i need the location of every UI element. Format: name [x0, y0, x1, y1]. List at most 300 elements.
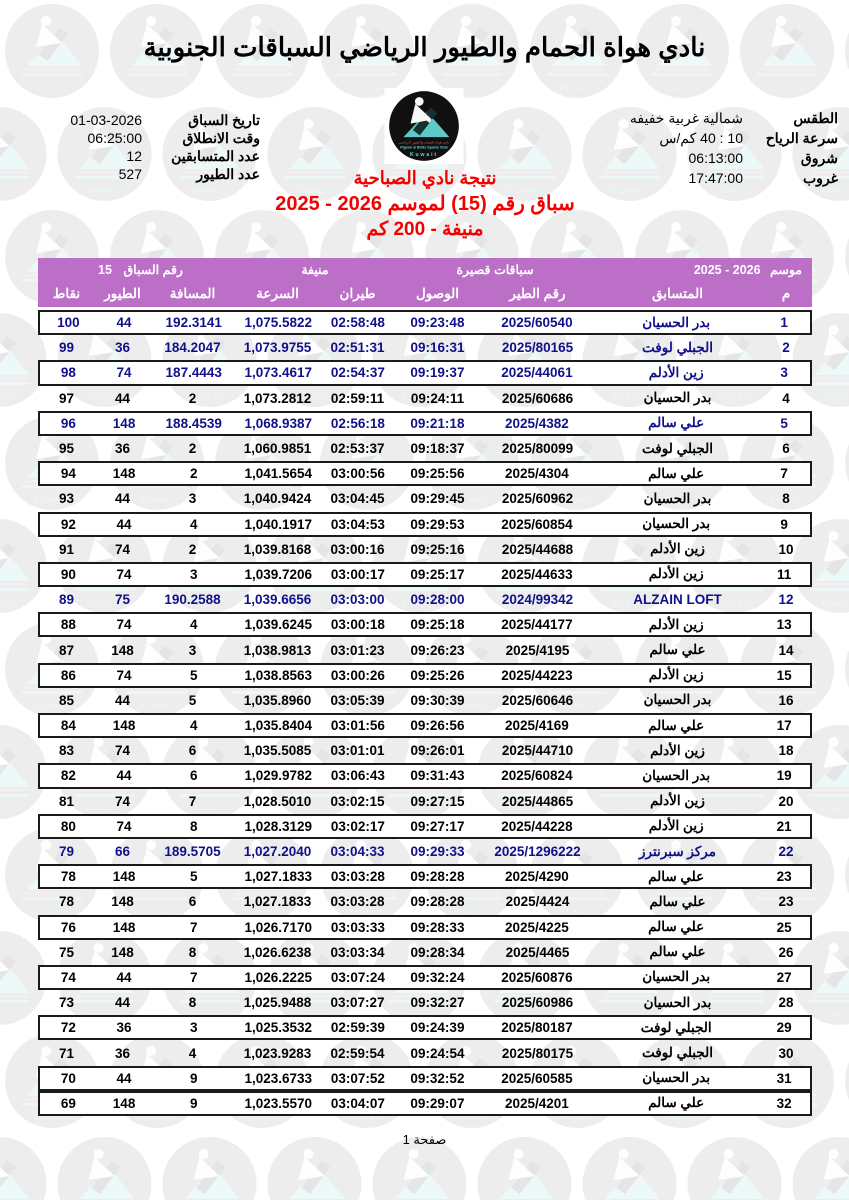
- page-number: صفحة 1: [402, 1132, 447, 1147]
- rank-cell: 1: [780, 315, 788, 331]
- flight-time-cell: 02:54:37: [330, 365, 385, 381]
- speed-cell: 1,039.8168: [243, 541, 312, 557]
- competitor-cell: الجبلي لوفت: [640, 1019, 712, 1035]
- arrival-time-cell: 09:32:52: [410, 1070, 465, 1086]
- rank-cell: 15: [776, 667, 792, 683]
- speed-cell: 1,025.3532: [244, 1020, 313, 1036]
- competitor-cell: علي سالم: [648, 717, 705, 733]
- ring-number-cell: 2025/4225: [505, 919, 569, 935]
- ring-number-cell: 2025/44865: [501, 793, 574, 809]
- weather-value: شمالية غربية خفيفه: [629, 110, 743, 126]
- table-row: [38, 562, 812, 587]
- competitor-column-header: المتسابق: [652, 286, 703, 301]
- flight-time-cell: 03:03:00: [330, 592, 385, 608]
- bird-count-label: عدد الطيور: [196, 166, 260, 182]
- points-cell: 81: [58, 793, 75, 809]
- table-header: [38, 258, 812, 307]
- points-column-header: نقاط: [52, 286, 81, 301]
- arrival-time-cell: 09:28:28: [410, 869, 465, 885]
- distance-cell: 3: [189, 566, 198, 582]
- birds-count-cell: 148: [112, 718, 136, 734]
- distance-cell: 5: [188, 692, 197, 708]
- table-row: [38, 486, 812, 511]
- table-row: [38, 360, 812, 385]
- points-cell: 93: [58, 491, 75, 507]
- distance-cell: 6: [188, 894, 197, 910]
- race-result-title: [230, 167, 620, 242]
- sunrise-label: شروق: [800, 150, 838, 166]
- competitor-cell: علي سالم: [649, 642, 706, 658]
- ring-number-cell: 2025/44061: [501, 365, 573, 381]
- rank-cell: 3: [780, 365, 788, 381]
- points-cell: 69: [60, 1095, 76, 1111]
- points-cell: 85: [58, 692, 75, 708]
- ring-number-cell: 2025/44710: [501, 743, 574, 759]
- ring-number-cell: 2025/4382: [505, 415, 569, 431]
- points-cell: 97: [58, 390, 75, 406]
- arrival-time-cell: 09:31:43: [410, 768, 465, 784]
- table-group-header-row: [38, 258, 812, 281]
- flight-time-cell: 03:05:39: [330, 692, 385, 708]
- points-cell: 87: [58, 642, 75, 658]
- flight-time-cell: 03:00:56: [330, 466, 385, 482]
- rank-cell: 2: [782, 340, 790, 356]
- arrival-time-cell: 09:26:56: [410, 718, 465, 734]
- table-row: [38, 537, 812, 562]
- table-row: [38, 915, 812, 940]
- table-row: [38, 1091, 812, 1116]
- rank-cell: 17: [776, 718, 792, 734]
- flight-time-cell: 03:03:28: [330, 894, 385, 910]
- flight-time-cell: 03:02:15: [330, 793, 385, 809]
- ring-number-cell: 2025/60585: [501, 1070, 573, 1086]
- rank-cell: 26: [778, 944, 794, 960]
- speed-cell: 1,040.9424: [243, 491, 312, 507]
- rank-cell: 14: [778, 642, 794, 658]
- release-site-header-cell: منيفة: [301, 263, 329, 277]
- table-row: [38, 637, 812, 662]
- table-row: [38, 990, 812, 1015]
- table-row: [38, 1015, 812, 1040]
- table-row: [38, 386, 812, 411]
- rank-cell: 30: [778, 1045, 794, 1061]
- season-header-cell: موسم 2025 - 2026: [693, 263, 802, 277]
- race-info-row: [44, 166, 260, 184]
- points-cell: 99: [58, 340, 75, 356]
- points-cell: 89: [58, 592, 75, 608]
- ring-number-cell: 2025/44223: [501, 667, 573, 683]
- competitor-cell: بدر الحسيان: [643, 692, 712, 708]
- table-row: [38, 889, 812, 914]
- season-range: 2025 - 2026: [693, 263, 761, 277]
- ring-number-cell: 2025/80187: [501, 1020, 573, 1036]
- flight-column-header: طيران: [339, 286, 376, 301]
- speed-cell: 1,040.1917: [244, 516, 313, 532]
- speed-cell: 1,073.9755: [243, 340, 312, 356]
- speed-cell: 1,029.9782: [244, 768, 313, 784]
- competitor-cell: زين الأدلم: [648, 566, 704, 582]
- arrival-time-cell: 09:27:15: [410, 793, 465, 809]
- birds-column-header: الطيور: [104, 286, 141, 301]
- speed-cell: 1,035.5085: [243, 743, 312, 759]
- ring-number-cell: 2025/60986: [501, 995, 574, 1011]
- points-cell: 83: [58, 743, 75, 759]
- flight-time-cell: 03:04:33: [330, 844, 385, 860]
- arrival-column-header: الوصول: [415, 286, 460, 301]
- club-logo: [384, 88, 464, 164]
- table-row: [38, 713, 812, 738]
- flight-time-cell: 03:06:43: [330, 768, 385, 784]
- table-row: [38, 663, 812, 688]
- distance-cell: 3: [188, 491, 197, 507]
- table-row: [38, 940, 812, 965]
- distance-cell: 2: [189, 466, 198, 482]
- competitor-cell: علي سالم: [649, 944, 706, 960]
- birds-count-cell: 148: [111, 642, 134, 658]
- birds-count-cell: 44: [114, 491, 131, 507]
- competitor-cell: بدر الحسيان: [642, 516, 711, 532]
- speed-cell: 1,073.2812: [243, 390, 312, 406]
- table-row: [38, 612, 812, 637]
- competitor-cell: ALZAIN LOFT: [633, 592, 722, 608]
- distance-cell: 187.4443: [165, 365, 222, 381]
- points-cell: 92: [60, 516, 76, 532]
- birds-count-cell: 148: [112, 415, 136, 431]
- birds-count-cell: 148: [111, 944, 134, 960]
- arrival-time-cell: 09:30:39: [410, 692, 465, 708]
- flight-time-cell: 03:04:45: [330, 491, 385, 507]
- birds-count-cell: 36: [116, 1020, 132, 1036]
- rank-cell: 25: [776, 919, 792, 935]
- season-range: 2025 - 2026: [275, 192, 382, 215]
- arrival-time-cell: 09:29:45: [410, 491, 465, 507]
- ring-number-cell: 2025/4465: [505, 944, 570, 960]
- points-cell: 76: [60, 919, 76, 935]
- distance-cell: 8: [188, 944, 197, 960]
- speed-cell: 1,023.9283: [243, 1045, 312, 1061]
- points-cell: 90: [60, 566, 76, 582]
- birds-count-cell: 44: [114, 692, 131, 708]
- arrival-time-cell: 09:23:48: [410, 315, 465, 331]
- points-cell: 100: [57, 315, 80, 331]
- points-cell: 84: [60, 718, 76, 734]
- arrival-time-cell: 09:28:28: [410, 894, 465, 910]
- table-row: [38, 839, 812, 864]
- rank-cell: 16: [778, 692, 794, 708]
- flight-time-cell: 02:51:31: [330, 340, 385, 356]
- arrival-time-cell: 09:24:39: [410, 1020, 465, 1036]
- competitor-cell: علي سالم: [648, 465, 705, 481]
- speed-cell: 1,075.5822: [244, 315, 313, 331]
- flight-time-cell: 03:07:27: [330, 995, 385, 1011]
- points-cell: 79: [58, 844, 75, 860]
- speed-cell: 1,027.2040: [243, 844, 312, 860]
- competitor-cell: الجبلي لوفت: [642, 1045, 713, 1061]
- points-cell: 70: [60, 1070, 76, 1086]
- speed-cell: 1,028.3129: [244, 818, 313, 834]
- competitor-cell: زين الأدلم: [648, 616, 704, 632]
- rank-cell: 7: [780, 466, 788, 482]
- distance-cell: 4: [188, 1045, 197, 1061]
- sunset-value: 17:47:00: [688, 170, 743, 186]
- rank-cell: 4: [782, 390, 790, 406]
- rank-cell: 21: [776, 818, 792, 834]
- competitor-cell: بدر الحسيان: [642, 767, 711, 783]
- ring-number-cell: 2025/60686: [501, 390, 574, 406]
- table-row: [38, 310, 812, 335]
- birds-count-cell: 74: [116, 818, 132, 834]
- table-row: [38, 814, 812, 839]
- birds-count-cell: 74: [116, 617, 132, 633]
- table-row: [38, 1066, 812, 1091]
- race-info-row: [44, 148, 260, 166]
- weather-row: [586, 110, 838, 130]
- flight-time-cell: 02:59:39: [330, 1020, 385, 1036]
- distance-cell: 6: [188, 743, 197, 759]
- ring-number-cell: 2025/60876: [501, 969, 573, 985]
- flight-time-cell: 03:03:28: [330, 869, 385, 885]
- arrival-time-cell: 09:25:56: [410, 466, 465, 482]
- points-cell: 74: [60, 969, 76, 985]
- ring-number-cell: 2025/44228: [501, 818, 573, 834]
- arrival-time-cell: 09:27:17: [410, 818, 465, 834]
- points-cell: 98: [60, 365, 76, 381]
- table-row: [38, 335, 812, 360]
- weather-label: الطقس: [793, 110, 838, 126]
- distance-cell: 4: [189, 516, 198, 532]
- birds-count-cell: 75: [114, 592, 131, 608]
- rank-cell: 27: [776, 969, 792, 985]
- arrival-time-cell: 09:16:31: [410, 340, 465, 356]
- arrival-time-cell: 09:28:33: [410, 919, 465, 935]
- competitor-cell: زين الأدلم: [650, 793, 705, 809]
- birds-count-cell: 74: [116, 667, 132, 683]
- birds-count-cell: 44: [116, 969, 132, 985]
- race-date-value: 01-03-2026: [70, 112, 142, 128]
- weather-panel: [586, 110, 838, 190]
- table-row: [38, 436, 812, 461]
- flight-time-cell: 03:04:53: [330, 516, 385, 532]
- competitor-cell: زين الأدلم: [648, 364, 704, 380]
- points-cell: 96: [60, 415, 76, 431]
- competitor-count-label: عدد المتسابقين: [171, 148, 260, 164]
- ring-number-cell: 2025/4424: [505, 894, 570, 910]
- competitor-cell: علي سالم: [648, 919, 705, 935]
- race-number-header-cell: رقم السباق 15: [98, 263, 183, 277]
- logo-arabic-text: نادي هواة الحمام والطيور الرياضي: [398, 140, 450, 145]
- result-title-line3: منيفة - 200 كم: [366, 219, 484, 241]
- ring-number-cell: 2025/60854: [501, 516, 573, 532]
- speed-cell: 1,039.7206: [244, 566, 313, 582]
- speed-cell: 1,038.9813: [243, 642, 312, 658]
- speed-cell: 1,025.9488: [243, 995, 312, 1011]
- flight-time-cell: 03:01:23: [330, 642, 385, 658]
- points-cell: 72: [60, 1020, 76, 1036]
- competitor-cell: علي سالم: [649, 893, 706, 909]
- points-cell: 94: [60, 466, 76, 482]
- speed-cell: 1,060.9851: [243, 441, 312, 457]
- speed-cell: 1,035.8404: [244, 718, 313, 734]
- bird-count-value: 527: [118, 166, 142, 182]
- distance-cell: 4: [189, 617, 198, 633]
- competitor-cell: بدر الحسيان: [642, 969, 711, 985]
- distance-cell: 2: [188, 441, 197, 457]
- birds-count-cell: 44: [114, 995, 131, 1011]
- rank-column-header: م: [781, 286, 791, 301]
- arrival-time-cell: 09:25:18: [410, 617, 465, 633]
- distance-cell: 5: [189, 869, 198, 885]
- birds-count-cell: 74: [114, 541, 131, 557]
- arrival-time-cell: 09:29:33: [410, 844, 465, 860]
- points-cell: 75: [58, 944, 75, 960]
- flight-time-cell: 03:03:34: [330, 944, 385, 960]
- distance-cell: 9: [189, 1070, 198, 1086]
- speed-cell: 1,038.8563: [244, 667, 313, 683]
- flight-time-cell: 03:00:17: [330, 566, 385, 582]
- speed-column-header: السرعة: [256, 286, 299, 301]
- distance-cell: 5: [189, 667, 198, 683]
- ring-number-cell: 2025/4169: [505, 718, 569, 734]
- birds-count-cell: 36: [114, 441, 131, 457]
- flight-time-cell: 03:07:24: [330, 969, 385, 985]
- flight-time-cell: 02:58:48: [330, 315, 385, 331]
- speed-cell: 1,027.1833: [243, 894, 312, 910]
- table-row: [38, 763, 812, 788]
- competitor-cell: بدر الحسيان: [643, 994, 712, 1010]
- distance-cell: 7: [188, 793, 197, 809]
- competitor-cell: زين الأدلم: [648, 667, 704, 683]
- rank-cell: 23: [776, 869, 792, 885]
- speed-cell: 1,023.5570: [244, 1095, 313, 1111]
- rank-cell: 20: [778, 793, 794, 809]
- flight-time-cell: 03:01:01: [330, 743, 385, 759]
- competitor-cell: بدر الحسيان: [643, 390, 712, 406]
- weather-row: [586, 130, 838, 150]
- table-row: [38, 411, 812, 436]
- competitor-cell: الجبلي لوفت: [642, 339, 713, 355]
- arrival-time-cell: 09:28:00: [410, 592, 465, 608]
- distance-cell: 7: [189, 919, 198, 935]
- result-title-line2: سباق رقم (15) لموسم 2025 - 2026: [275, 192, 575, 215]
- ring-number-cell: 2025/1296222: [494, 844, 581, 860]
- flight-time-cell: 03:07:52: [330, 1070, 385, 1086]
- rank-cell: 10: [778, 541, 794, 557]
- rank-cell: 29: [776, 1020, 792, 1036]
- table-row: [38, 1040, 812, 1065]
- birds-count-cell: 44: [116, 516, 132, 532]
- competitor-cell: بدر الحسيان: [643, 490, 712, 506]
- competitor-cell: بدر الحسيان: [642, 314, 711, 330]
- arrival-time-cell: 09:29:53: [410, 516, 465, 532]
- speed-cell: 1,035.8960: [243, 692, 312, 708]
- birds-count-cell: 148: [111, 894, 134, 910]
- birds-count-cell: 36: [114, 1045, 131, 1061]
- ring-number-cell: 2024/99342: [501, 592, 574, 608]
- flight-time-cell: 03:00:26: [330, 667, 385, 683]
- table-row: [38, 512, 812, 537]
- points-cell: 78: [58, 894, 75, 910]
- flight-time-cell: 02:59:11: [330, 390, 385, 406]
- birds-count-cell: 44: [116, 1070, 132, 1086]
- table-row: [38, 688, 812, 713]
- table-body: [38, 310, 812, 1116]
- sunset-label: غروب: [803, 170, 838, 186]
- rank-cell: 32: [776, 1095, 792, 1111]
- birds-count-cell: 66: [114, 844, 131, 860]
- table-row: [38, 789, 812, 814]
- points-cell: 88: [60, 617, 76, 633]
- weather-row: [586, 150, 838, 170]
- table-row: [38, 461, 812, 486]
- flight-time-cell: 03:01:56: [330, 718, 385, 734]
- page-title: نادي هواة الحمام والطيور الرياضي السباقات الجنوبية: [143, 32, 706, 62]
- rank-cell: 9: [780, 516, 788, 532]
- distance-cell: 2: [188, 541, 197, 557]
- points-cell: 86: [60, 667, 76, 683]
- ring-number-cell: 2025/4195: [505, 642, 570, 658]
- speed-cell: 1,039.6245: [244, 617, 313, 633]
- rank-cell: 23: [778, 894, 794, 910]
- arrival-time-cell: 09:32:27: [410, 995, 465, 1011]
- distance-cell: 184.2047: [164, 340, 221, 356]
- rank-cell: 18: [778, 743, 794, 759]
- race-info-row: [44, 130, 260, 148]
- flight-time-cell: 03:03:33: [330, 919, 385, 935]
- speed-cell: 1,026.6238: [243, 944, 312, 960]
- flight-time-cell: 02:59:54: [330, 1045, 385, 1061]
- ring-number-column-header: رقم الطير: [509, 286, 566, 301]
- distance-cell: 3: [188, 642, 197, 658]
- ring-number-cell: 2025/44688: [501, 541, 574, 557]
- rank-cell: 22: [778, 844, 794, 860]
- table-row: [38, 965, 812, 990]
- ring-number-cell: 2025/60540: [501, 315, 573, 331]
- release-time-label: وقت الانطلاق: [182, 130, 260, 146]
- distance-cell: 188.4539: [165, 415, 222, 431]
- flight-time-cell: 03:02:17: [330, 818, 385, 834]
- competitor-cell: زين الأدلم: [650, 541, 705, 557]
- flight-time-cell: 03:00:18: [330, 617, 385, 633]
- competitor-cell: الجبلي لوفت: [642, 440, 713, 456]
- competitor-cell: بدر الحسيان: [642, 1070, 711, 1086]
- flight-time-cell: 03:00:16: [330, 541, 385, 557]
- speed-cell: 1,026.2225: [244, 969, 313, 985]
- birds-count-cell: 44: [116, 315, 132, 331]
- sunrise-value: 06:13:00: [688, 150, 743, 166]
- race-date-label: تاريخ السباق: [188, 112, 260, 128]
- wind-speed-value: 10 : 40 كم/س: [659, 130, 743, 146]
- rank-cell: 12: [778, 592, 794, 608]
- ring-number-cell: 2025/80175: [501, 1045, 574, 1061]
- birds-count-cell: 74: [114, 793, 131, 809]
- distance-cell: 8: [189, 818, 198, 834]
- points-cell: 73: [58, 995, 75, 1011]
- rank-cell: 5: [780, 415, 788, 431]
- points-cell: 95: [58, 441, 75, 457]
- arrival-time-cell: 09:25:26: [410, 667, 465, 683]
- race-type-header-cell: سباقات قصيرة: [456, 263, 534, 277]
- birds-count-cell: 74: [116, 365, 132, 381]
- points-cell: 80: [60, 818, 76, 834]
- distance-column-header: المسافة: [169, 286, 216, 301]
- flight-time-cell: 02:56:18: [330, 415, 385, 431]
- points-cell: 78: [60, 869, 76, 885]
- race-number: 15: [98, 263, 112, 277]
- competitor-cell: علي سالم: [648, 1095, 705, 1111]
- logo-country-text: Kuwait: [410, 152, 438, 159]
- table-row: [38, 864, 812, 889]
- birds-count-cell: 148: [112, 1095, 136, 1111]
